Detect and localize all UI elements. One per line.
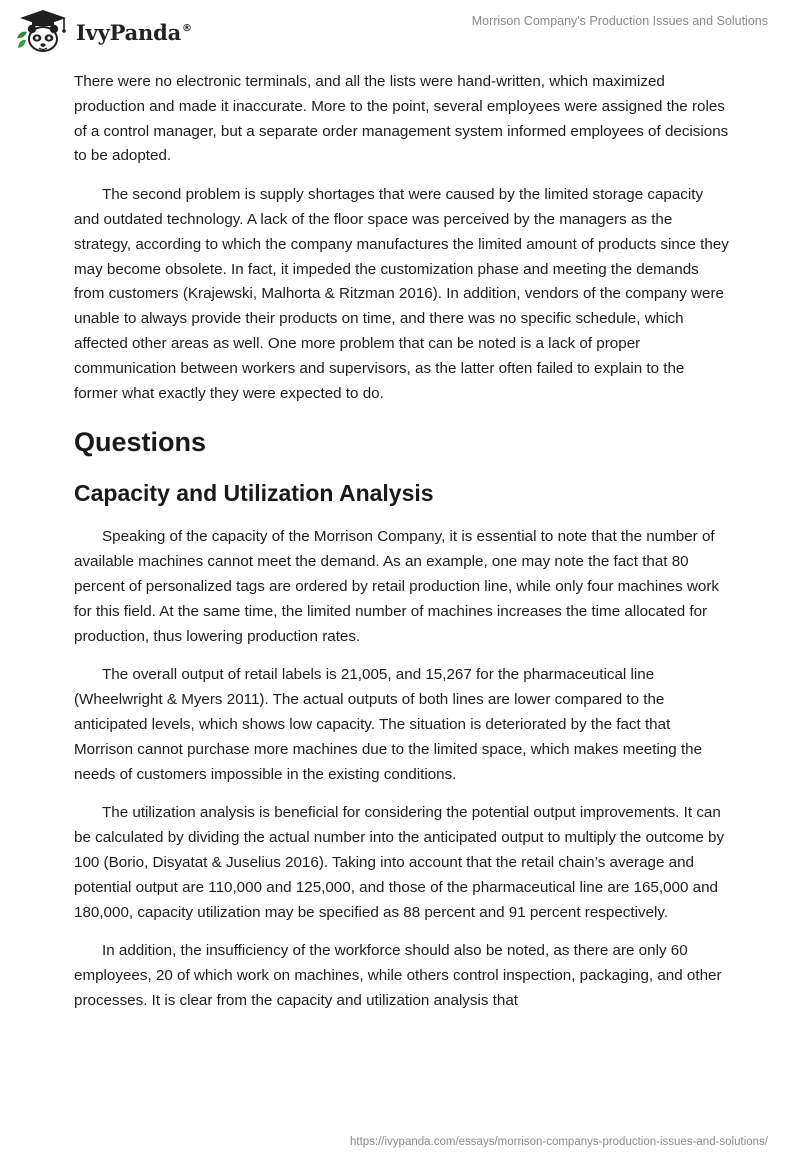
- heading-capacity-utilization: Capacity and Utilization Analysis: [74, 480, 434, 507]
- paragraph-supply-shortages: The second problem is supply shortages that were caused by the limited storage capacity and outdated technology. A lack of the floor space was perceived by the managers as the strategy, according to which the company manufactures the limited amount of products since they may become obsolete. In fact, it impeded the customization phase and meeting the demands from customers (Krajewski, Malhorta & Ritzman 2016). In addition, vendors of the company were unable to always provide their products on time, and there was no specific schedule, which affected other areas as well. One more problem that can be noted is a lack of proper communication between workers and supervisors, as the latter often failed to explain to the former what exactly they were expected to do.: [74, 186, 729, 402]
- heading-questions: Questions: [74, 427, 207, 458]
- paragraph-workforce: In addition, the insufficiency of the workforce should also be noted, as there are only 60 employees, 20 of which work on machines, while others control inspection, packaging, and other processes. It is clear from the capacity and utilization analysis that: [74, 942, 722, 1009]
- paragraph-output: The overall output of retail labels is 21,005, and 15,267 for the pharmaceutical line (Wheelwright & Myers 2011). The actual outputs of both lines are lower compared to the anticipated levels, which shows low capacity. The situation is deteriorated by the fact that Morrison cannot purchase more machines due to the limited space, which makes meeting the needs of customers impossible in the existing conditions.: [74, 666, 703, 783]
- paragraph-continuation: There were no electronic terminals, and all the lists were hand-written, which maximized production and made it inaccurate. More to the point, several employees were assigned the roles of a control manager, but a separate order management system informed employees of decisions to be adopted.: [74, 73, 729, 165]
- document-title: Morrison Company's Production Issues and Solutions: [471, 14, 768, 28]
- ivypanda-logo[interactable]: [14, 8, 192, 54]
- panda-graduate-icon: [14, 8, 72, 54]
- source-url[interactable]: https://ivypanda.com/essays/morrison-companys-production-issues-and-solutions/: [349, 1136, 768, 1148]
- essay-content: [74, 70, 730, 1028]
- paragraph-utilization: The utilization analysis is beneficial for considering the potential output improvements. It can be calculated by dividing the actual number into the anticipated output to multiply the outcome by 100 (Borio, Disyatat & Juselius 2016). Taking into account that the retail chain’s average and potential output are 110,000 and 125,000, and those of the pharmaceutical line are 165,000 and 180,000, capacity utilization may be specified as 88 percent and 91 percent respectively.: [74, 804, 725, 921]
- registered-mark: ®: [182, 22, 192, 34]
- paragraph-capacity: Speaking of the capacity of the Morrison Company, it is essential to note that the number of available machines cannot meet the demand. As an example, one may note the fact that 80 percent of personalized tags are ordered by retail production line, while only four machines work for this field. At the same time, the limited number of machines increases the time allocated for production, thus lowering production rates.: [74, 528, 719, 645]
- brand-name: IvyPanda®: [76, 19, 192, 45]
- page-header: [0, 0, 800, 62]
